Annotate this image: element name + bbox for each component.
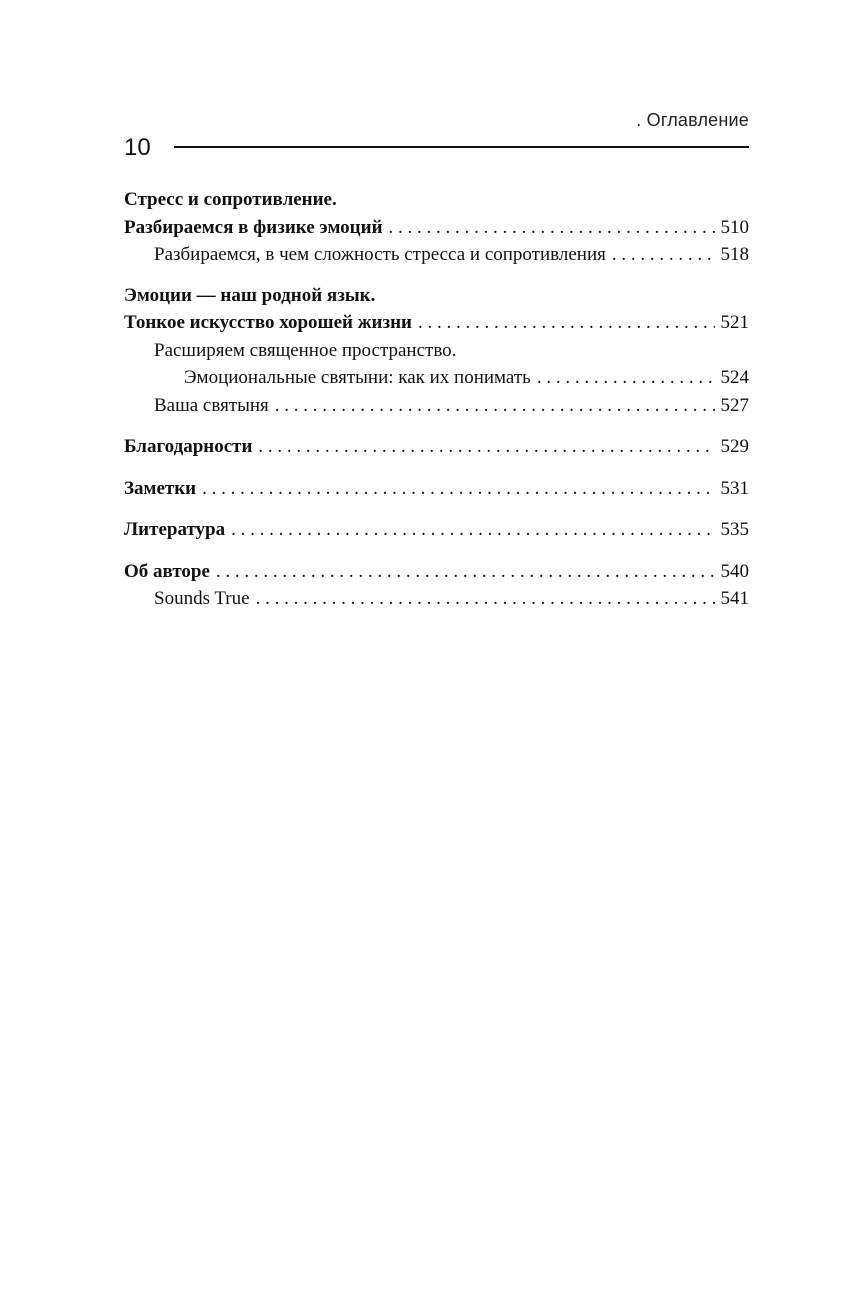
toc-entry-about: [124, 558, 749, 613]
toc-page-number: 529: [720, 436, 749, 457]
leader-dots: [389, 214, 715, 242]
leader-dots: [275, 392, 715, 420]
toc-entry-stress: [124, 186, 749, 269]
toc-entry-title-text[interactable]: Благодарности: [124, 436, 253, 457]
toc-page-number: 524: [720, 367, 749, 388]
toc-entry-title-text[interactable]: Ваша святыня: [154, 394, 269, 416]
leader-dots: [216, 558, 715, 586]
leader-dots: [537, 364, 715, 392]
toc-entry-line: [124, 309, 749, 337]
toc-entry-title: [124, 186, 749, 214]
toc-page-number: 521: [720, 312, 749, 333]
toc-entry-title-text[interactable]: Тонкое искусство хорошей жизни: [124, 312, 412, 333]
toc-page-number: 535: [720, 519, 749, 540]
spacer: [124, 419, 749, 433]
leader-dots: [418, 309, 715, 337]
leader-dots: [256, 585, 715, 613]
toc-subentry-line: [124, 364, 749, 392]
toc-entry-title: [124, 282, 749, 310]
toc-page-number: 527: [720, 394, 749, 416]
toc-subentry-title: [124, 337, 749, 365]
toc-page-number: 531: [720, 477, 749, 499]
toc-page-number: 510: [720, 216, 749, 238]
toc-entry-title-text[interactable]: Эмоциональные святыни: как их понимать: [184, 367, 531, 388]
toc-subentry-line: [124, 585, 749, 613]
leader-dots: [612, 241, 715, 269]
toc-subentry-line: [124, 241, 749, 269]
toc-entry-thanks: [124, 433, 749, 461]
toc-entry-title-text[interactable]: Эмоции — наш родной язык.: [124, 284, 376, 306]
header-rule: [174, 146, 749, 148]
page-number: 10: [124, 134, 151, 161]
toc-entry-literature: [124, 516, 749, 544]
spacer: [124, 461, 749, 475]
toc-entry-title-text[interactable]: Расширяем священное пространство.: [154, 339, 457, 361]
spacer: [124, 544, 749, 558]
table-of-contents: [124, 186, 749, 613]
toc-entry-title-text[interactable]: Стресс и сопротивление.: [124, 189, 337, 210]
leader-dots: [258, 433, 714, 461]
toc-entry-title-text[interactable]: Литература: [124, 519, 226, 540]
toc-entry-title-text[interactable]: Разбираемся в физике эмоций: [124, 216, 383, 238]
toc-entry-title-text[interactable]: Разбираемся, в чем сложность стресса и сопротивления: [154, 244, 606, 265]
toc-page-number: 541: [720, 588, 749, 609]
toc-entry-title-text[interactable]: Sounds True: [154, 588, 250, 609]
toc-subentry-line: [124, 392, 749, 420]
toc-page-number: 518: [720, 244, 749, 265]
spacer: [124, 502, 749, 516]
toc-entry-line: [124, 558, 749, 586]
toc-entry-notes: [124, 475, 749, 503]
leader-dots: [231, 516, 714, 544]
toc-entry-title-text[interactable]: Об авторе: [124, 560, 210, 582]
toc-page-number: 540: [720, 560, 749, 582]
running-head: . Оглавление: [636, 110, 749, 130]
leader-dots: [202, 475, 714, 503]
toc-entry-line: [124, 214, 749, 242]
toc-entry-emotions: [124, 282, 749, 420]
spacer: [124, 269, 749, 282]
toc-entry-title-text[interactable]: Заметки: [124, 477, 197, 499]
